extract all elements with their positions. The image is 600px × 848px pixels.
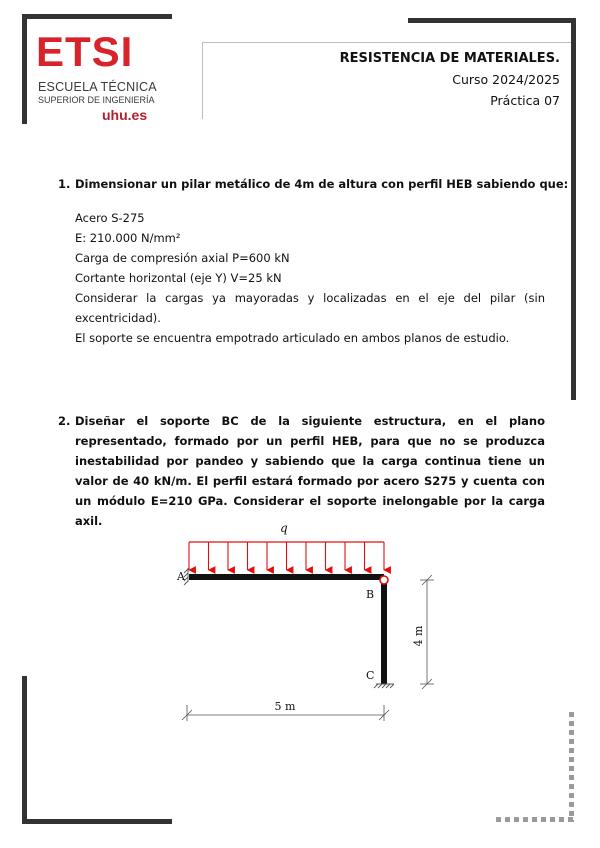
question1-number: 1. — [58, 177, 71, 191]
point-a-label: A — [177, 570, 185, 583]
frame-corner-top-left-vertical — [22, 14, 27, 124]
frame-corner-top-left-horizontal — [22, 14, 172, 19]
question1-line: El soporte se encuentra empotrado articulado en ambos planos de estudio. — [75, 331, 510, 345]
distributed-load — [189, 521, 384, 570]
pin-b — [380, 576, 388, 584]
practice-number: Práctica 07 — [490, 93, 560, 108]
question2-heading: Diseñar el soporte BC de la siguiente estructura, en el plano representado, formado por un perfil HEB, para que no se produzca inestabilidad por pandeo y sabiendo que la carga continua tiene un valor de 40 kN/m. El perfil estará formado por acero S275 y cuenta con un módulo E=210 GPa. Considerar el soporte inelongable por la carga axil. — [75, 414, 545, 528]
column-bc — [381, 580, 387, 684]
height-label: 4 m — [412, 625, 425, 647]
beam-ab — [189, 574, 384, 580]
question1-heading: Dimensionar un pilar metálico de 4m de altura con perfil HEB sabiendo que: — [75, 177, 569, 191]
question1-line: Cortante horizontal (eje Y) V=25 kN — [75, 271, 282, 285]
logo-wordmark: ETSI — [36, 28, 134, 75]
frame-right-vertical — [571, 18, 576, 400]
frame-bottom-left-horizontal — [22, 819, 172, 824]
frame-bottom-right-dotted-horizontal — [496, 817, 574, 822]
course-year: Curso 2024/2025 — [452, 72, 560, 87]
frame-bottom-left-vertical — [22, 676, 27, 824]
logo-school-line2: SUPERIOR DE INGENIERÍA — [38, 95, 155, 105]
structure-diagram — [150, 518, 450, 728]
question1-line: Carga de compresión axial P=600 kN — [75, 251, 290, 265]
question2-number: 2. — [58, 414, 71, 428]
support-c-hatch — [374, 684, 394, 688]
logo-school-line1: ESCUELA TÉCNICA — [38, 80, 157, 94]
question1-line: Considerar la cargas ya mayoradas y localizadas en el eje del pilar (sin excentricidad). — [75, 291, 545, 325]
logo-university: uhu.es — [102, 107, 148, 123]
frame-bottom-right-dotted-vertical — [569, 712, 574, 822]
question1-data-list — [75, 208, 545, 348]
course-title: RESISTENCIA DE MATERIALES. — [339, 51, 560, 66]
question1-line: Acero S-275 — [75, 211, 145, 225]
etsi-logo — [36, 28, 166, 125]
point-c-label: C — [366, 669, 375, 682]
question1-line: E: 210.000 N/mm² — [75, 231, 181, 245]
load-arrows — [189, 542, 384, 570]
span-label: 5 m — [274, 700, 296, 713]
frame-top-right-horizontal — [408, 18, 576, 23]
load-label: q — [280, 521, 288, 535]
point-b-label: B — [366, 588, 375, 601]
